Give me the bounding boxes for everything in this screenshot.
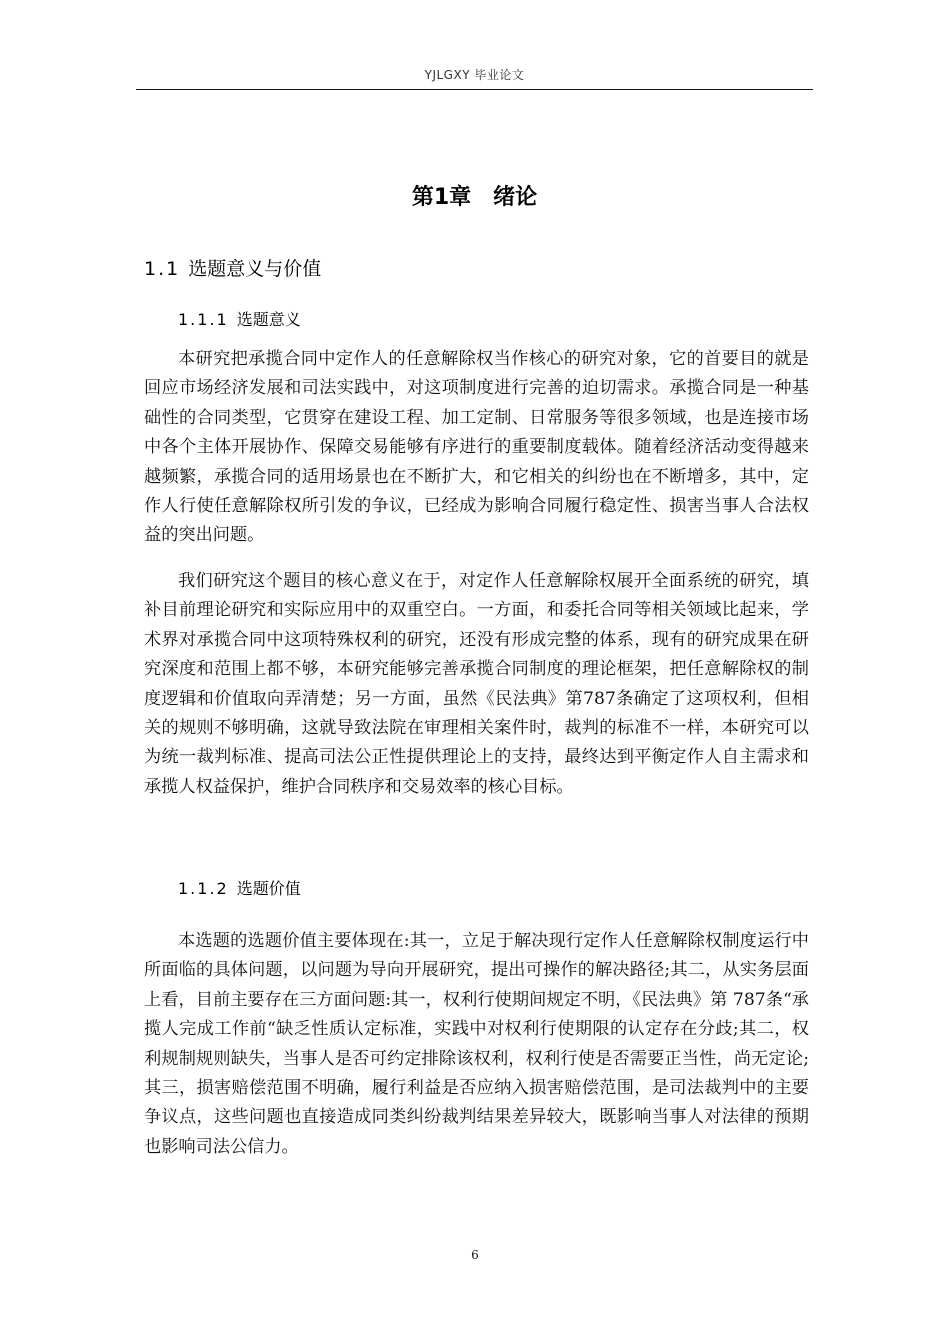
body-paragraph: 本选题的选题价值主要体现在:其一，立足于解决现行定作人任意解除权制度运行中所面临的具体问题，以问题为导向开展研究，提出可操作的解决路径;其二，从实务层面上看，目前主要存在三方面问题:其一，权利行使期间规定不明，《民法典》第 787条“承揽人完成工作前“缺乏性质认定标准，实践中对权利行使期限的认定存在分歧;其二，权利规制规则缺失，当事人是否可约定排除该权利，权利行使是否需要正当性，尚无定论;其三，损害赔偿范围不明确，履行利益是否应纳入损害赔偿范围，是司法裁判中的主要争议点，这些问题也直接造成同类纠纷裁判结果差异较大，既影响当事人对法律的预期也影响司法公信力。	[144, 931, 809, 1157]
subsection-number: 1.1.2	[178, 879, 229, 898]
chapter-name: 绪论	[493, 185, 538, 210]
header-rule	[136, 89, 813, 90]
section-heading	[144, 254, 321, 281]
chapter-number: 第1章	[411, 185, 472, 210]
body-paragraph: 本研究把承揽合同中定作人的任意解除权当作核心的研究对象，它的首要目的就是回应市场经济发展和司法实践中，对这项制度进行完善的迫切需求。承揽合同是一种基础性的合同类型，它贯穿在建设工程、加工定制、日常服务等很多领域，也是连接市场中各个主体开展协作、保障交易能够有序进行的重要制度载体。随着经济活动变得越来越频繁，承揽合同的适用场景也在不断扩大，和它相关的纠纷也在不断增多，其中，定作人行使任意解除权所引发的争议，已经成为影响合同履行稳定性、损害当事人合法权益的突出问题。	[144, 349, 809, 546]
subsection-number: 1.1.1	[178, 310, 229, 329]
subsection-heading	[178, 307, 301, 330]
subsection-title: 选题价值	[236, 879, 301, 898]
body-paragraph: 我们研究这个题目的核心意义在于，对定作人任意解除权展开全面系统的研究，填补目前理论研究和实际应用中的双重空白。一方面，和委托合同等相关领域比起来，学术界对承揽合同中这项特殊权利的研究，还没有形成完整的体系，现有的研究成果在研究深度和范围上都不够，本研究能够完善承揽合同制度的理论框架，把任意解除权的制度逻辑和价值取向弄清楚；另一方面，虽然《民法典》第787条确定了这项权利，但相关的规则不够明确，这就导致法院在审理相关案件时，裁判的标准不一样，本研究可以为统一裁判标准、提高司法公正性提供理论上的支持，最终达到平衡定作人自主需求和承揽人权益保护，维护合同秩序和交易效率的核心目标。	[144, 571, 809, 797]
section-title: 选题意义与价值	[188, 258, 322, 280]
running-header: YJLGXY 毕业论文	[424, 68, 525, 82]
subsection-title: 选题意义	[236, 310, 301, 329]
page-number: 6	[471, 1248, 479, 1262]
subsection-heading	[178, 876, 301, 899]
chapter-title	[136, 180, 813, 211]
section-number: 1.1	[144, 258, 181, 280]
